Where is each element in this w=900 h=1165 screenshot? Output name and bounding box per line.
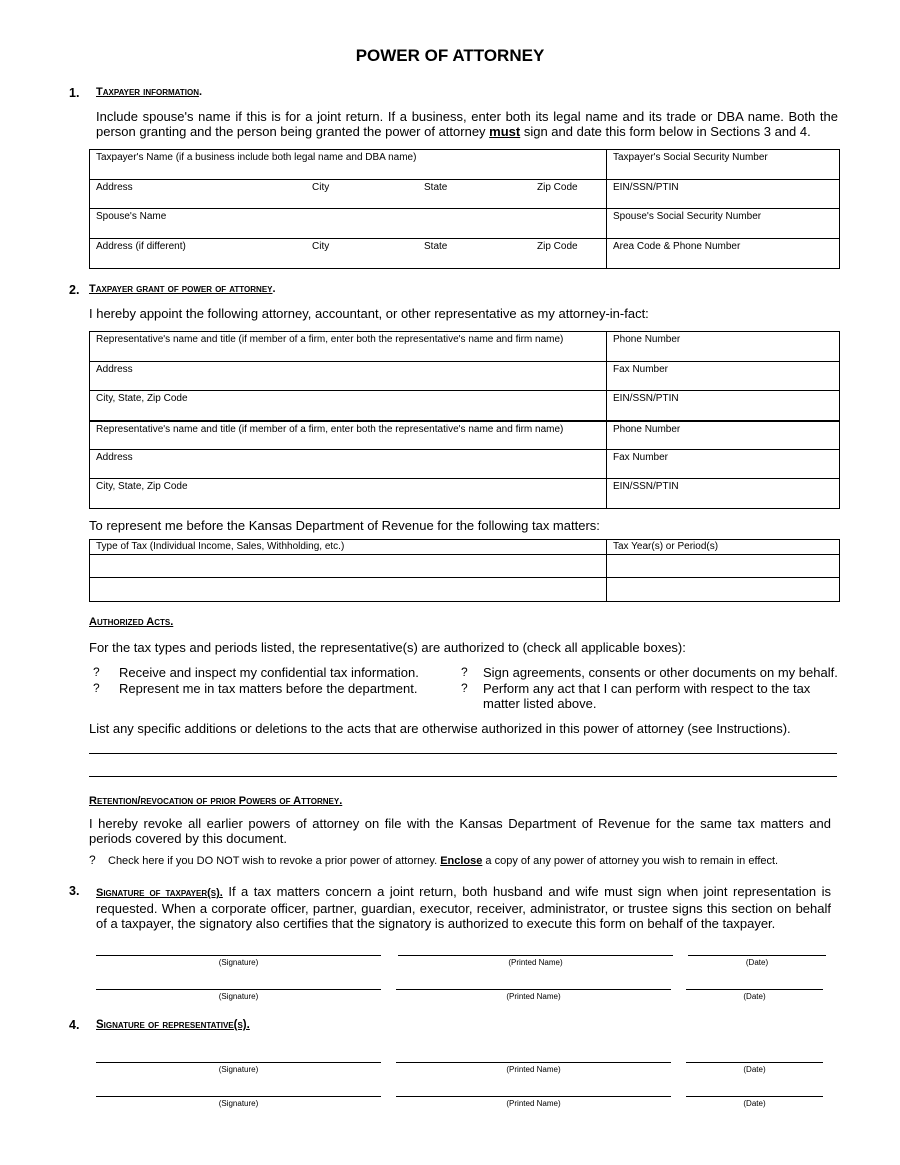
- section-1-heading-wrap: [96, 86, 202, 98]
- tax-type-input-row-1[interactable]: [90, 555, 607, 578]
- no-revoke-label: [108, 855, 778, 867]
- rep2-city-label: City, State, Zip Code: [96, 481, 188, 492]
- signature-caption: (Signature): [218, 1065, 259, 1074]
- section-2-intro: I hereby appoint the following attorney, accountant, or other representative as my attorney-in-fact:: [89, 306, 649, 321]
- act-2-label: Represent me in tax matters before the department.: [119, 681, 418, 696]
- act-3-checkbox[interactable]: ?: [461, 665, 468, 679]
- rep2-fax-label: Fax Number: [613, 452, 669, 463]
- phone-number-field[interactable]: [607, 239, 840, 269]
- rep1-address-label: Address: [96, 364, 133, 375]
- act-1-checkbox[interactable]: ?: [93, 665, 100, 679]
- section-4-number: 4.: [69, 1018, 80, 1032]
- section-1-intro-b: sign and date this form below in Sections 3 and 4.: [520, 124, 811, 139]
- type-of-tax-header: [90, 540, 607, 555]
- state-label: State: [424, 241, 448, 252]
- rep-2-date-line[interactable]: [686, 1096, 823, 1097]
- tax-matters-table: [89, 539, 840, 602]
- rep1-address-field[interactable]: [90, 362, 607, 391]
- zip-code-label: Zip Code: [537, 241, 578, 252]
- rep2-address-field[interactable]: [90, 450, 607, 479]
- taxpayer-1-signature-line[interactable]: [96, 955, 381, 956]
- rep1-name-label: Representative's name and title (if member of a firm, enter both the representative's name and firm name): [96, 334, 564, 345]
- section-3-heading: Signature of taxpayer(s).: [96, 887, 223, 899]
- taxpayer-2-signature-line[interactable]: [96, 989, 381, 990]
- taxpayer-2-printed-name-line[interactable]: [396, 989, 671, 990]
- retention-heading: Retention/revocation of prior Powers of Attorney.: [89, 795, 343, 807]
- rep1-phone-label: Phone Number: [613, 334, 681, 345]
- taxpayer-name-label: Taxpayer's Name (if a business include both legal name and DBA name): [96, 152, 417, 163]
- section-1-heading: Taxpayer information: [96, 86, 199, 98]
- taxpayer-ssn-field[interactable]: [607, 150, 840, 180]
- spouse-address-field[interactable]: [90, 239, 607, 269]
- rep2-city-field[interactable]: [90, 479, 607, 509]
- rep1-phone-field[interactable]: [607, 332, 840, 362]
- rep1-city-field[interactable]: [90, 391, 607, 421]
- rep2-name-label: Representative's name and title (if member of a firm, enter both the representative's name and firm name): [96, 423, 564, 435]
- spouse-name-label: Spouse's Name: [96, 211, 167, 222]
- rep1-city-label: City, State, Zip Code: [96, 393, 188, 404]
- area-code-phone-label: Area Code & Phone Number: [613, 241, 741, 252]
- printed-name-caption: (Printed Name): [506, 992, 561, 1001]
- section-1-number: 1.: [69, 86, 80, 100]
- section-3-text: If a tax matters concern a joint return, both husband and wife must sign when joint representation is requested. When a corporate officer, partner, guardian, executor, receiver, administrator, or trustee signs this section on behalf of a taxpayer, the signatory also certifies that the signatory is authorized to execute this form on behalf of the taxpayer.: [96, 884, 831, 931]
- city-label: City: [312, 241, 330, 252]
- taxpayer-2-date-line[interactable]: [686, 989, 823, 990]
- rep1-name-field[interactable]: [90, 332, 607, 362]
- zip-code-label: Zip Code: [537, 182, 578, 193]
- signature-caption: (Signature): [218, 1099, 259, 1108]
- date-caption: (Date): [745, 958, 769, 967]
- additions-line-2[interactable]: [89, 776, 837, 777]
- section-2-number: 2.: [69, 283, 80, 297]
- taxpayer-info-table: [89, 149, 840, 269]
- taxpayer-name-field[interactable]: [90, 150, 607, 180]
- printed-name-caption: (Printed Name): [506, 1099, 561, 1108]
- city-label: City: [312, 182, 330, 193]
- additions-line-1[interactable]: [89, 753, 837, 754]
- representative-table: [89, 331, 840, 509]
- rep1-fax-label: Fax Number: [613, 364, 669, 375]
- signature-caption: (Signature): [218, 958, 259, 967]
- tax-period-header: [607, 540, 840, 555]
- additions-deletions-text: List any specific additions or deletions to the acts that are otherwise authorized in this power of attorney (see Instructions).: [89, 721, 791, 736]
- section-2-heading: Taxpayer grant of power of attorney: [89, 283, 273, 295]
- printed-name-caption: (Printed Name): [506, 1065, 561, 1074]
- taxpayer-address-field[interactable]: [90, 180, 607, 209]
- act-3-label: Sign agreements, consents or other documents on my behalf.: [483, 665, 838, 680]
- section-3-paragraph: [96, 884, 831, 931]
- signature-caption: (Signature): [218, 992, 259, 1001]
- tax-type-input-row-2[interactable]: [90, 578, 607, 602]
- retention-text: I hereby revoke all earlier powers of attorney on file with the Kansas Department of Revenue for the same tax matters and periods covered by this document.: [89, 816, 831, 846]
- section-1-intro: [96, 109, 838, 139]
- printed-name-caption: (Printed Name): [508, 958, 563, 967]
- rep2-phone-field[interactable]: [607, 421, 840, 450]
- spouse-ssn-label: Spouse's Social Security Number: [613, 211, 762, 222]
- taxpayer-ssn-label: Taxpayer's Social Security Number: [613, 152, 768, 163]
- date-caption: (Date): [743, 1065, 766, 1074]
- rep-2-signature-line[interactable]: [96, 1096, 381, 1097]
- page-title: POWER OF ATTORNEY: [355, 46, 545, 65]
- authorized-acts-intro: For the tax types and periods listed, the representative(s) are authorized to (check all applicable boxes):: [89, 640, 686, 655]
- tax-period-input-row-2[interactable]: [607, 578, 840, 602]
- date-caption: (Date): [743, 992, 766, 1001]
- section-3-number: 3.: [69, 884, 80, 898]
- rep-1-printed-name-line[interactable]: [396, 1062, 671, 1063]
- rep2-ein-label: EIN/SSN/PTIN: [613, 481, 679, 492]
- rep-2-printed-name-line[interactable]: [396, 1096, 671, 1097]
- act-4-checkbox[interactable]: ?: [461, 681, 468, 695]
- enclose-emphasis: Enclose: [440, 855, 483, 867]
- rep2-ein-field[interactable]: [607, 479, 840, 509]
- rep1-ein-label: EIN/SSN/PTIN: [613, 393, 679, 404]
- tax-period-input-row-1[interactable]: [607, 555, 840, 578]
- section-1-intro-must: must: [489, 124, 521, 139]
- type-of-tax-label: Type of Tax (Individual Income, Sales, Withholding, etc.): [96, 541, 345, 552]
- authorized-acts-heading: Authorized Acts.: [89, 616, 174, 628]
- spouse-ssn-field[interactable]: [607, 209, 840, 239]
- address-if-different-label: Address (if different): [96, 241, 186, 252]
- ein-label: EIN/SSN/PTIN: [613, 182, 679, 193]
- no-revoke-checkbox[interactable]: ?: [89, 853, 96, 867]
- tax-matters-intro: To represent me before the Kansas Department of Revenue for the following tax matters:: [89, 518, 600, 533]
- section-2-heading-wrap: [89, 283, 276, 295]
- rep1-fax-field[interactable]: [607, 362, 840, 391]
- date-caption: (Date): [743, 1099, 766, 1108]
- rep2-fax-field[interactable]: [607, 450, 840, 479]
- act-1-label: Receive and inspect my confidential tax information.: [119, 665, 419, 680]
- rep2-phone-label: Phone Number: [613, 423, 681, 435]
- taxpayer-1-date-line[interactable]: [688, 955, 826, 956]
- section-2-heading-punct: .: [272, 283, 276, 295]
- rep2-address-label: Address: [96, 452, 133, 463]
- rep2-name-field[interactable]: [90, 421, 607, 450]
- section-1-intro-a: Include spouse's name if this is for a joint return. If a business, enter both its legal name and its trade or DBA name. Both the person granting and the person being granted the power of attorney: [96, 109, 838, 139]
- section-4-heading: Signature of representative(s).: [96, 1019, 250, 1031]
- no-revoke-text-b: a copy of any power of attorney you wish to remain in effect.: [482, 855, 779, 867]
- rep-1-signature-line[interactable]: [96, 1062, 381, 1063]
- rep1-ein-field[interactable]: [607, 391, 840, 421]
- tax-period-label: Tax Year(s) or Period(s): [613, 541, 719, 552]
- act-4-label: Perform any act that I can perform with respect to the tax matter listed above.: [483, 681, 811, 711]
- address-label: Address: [96, 182, 133, 193]
- rep-1-date-line[interactable]: [686, 1062, 823, 1063]
- taxpayer-1-printed-name-line[interactable]: [398, 955, 673, 956]
- spouse-name-field[interactable]: [90, 209, 607, 239]
- taxpayer-ein-field[interactable]: [607, 180, 840, 209]
- no-revoke-text-a: Check here if you DO NOT wish to revoke a prior power of attorney.: [108, 855, 441, 867]
- state-label: State: [424, 182, 448, 193]
- act-2-checkbox[interactable]: ?: [93, 681, 100, 695]
- section-1-heading-punct: .: [198, 86, 203, 98]
